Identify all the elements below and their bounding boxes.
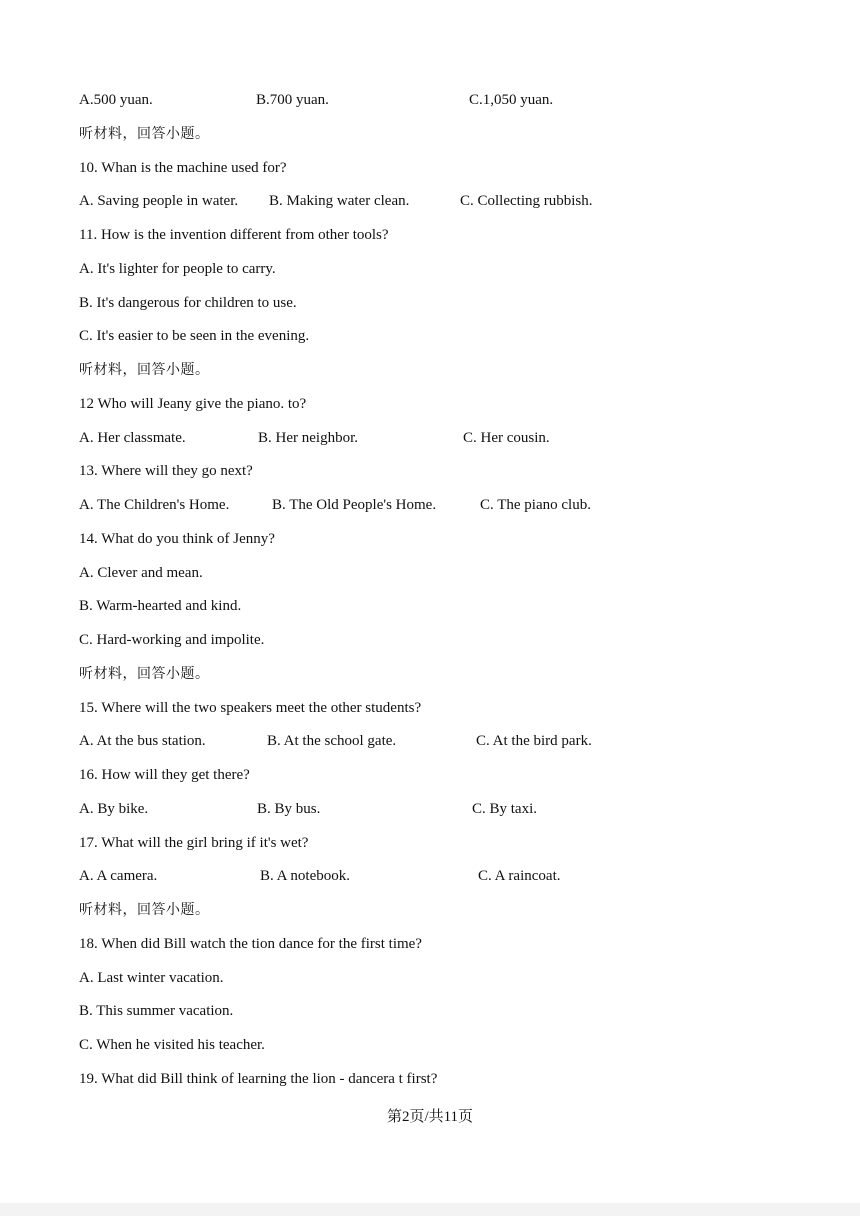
question-line: 13. Where will they go next? xyxy=(79,463,253,479)
answer-option: B.700 yuan. xyxy=(256,92,329,108)
answer-option: A. By bike. xyxy=(79,801,149,817)
section-instruction: 听材料，回答小题。 xyxy=(79,362,210,378)
answer-option: C. Her cousin. xyxy=(463,430,550,446)
answer-option: C. Collecting rubbish. xyxy=(460,193,593,209)
answer-option: A. Saving people in water. xyxy=(79,193,239,209)
question-line: 14. What do you think of Jenny? xyxy=(79,531,275,547)
answer-option: B. At the school gate. xyxy=(267,733,397,749)
question-line: 17. What will the girl bring if it's wet? xyxy=(79,835,309,851)
answer-option: B. Making water clean. xyxy=(269,193,410,209)
question-line: C. When he visited his teacher. xyxy=(79,1037,265,1053)
question-line: 15. Where will the two speakers meet the other students? xyxy=(79,700,422,716)
answer-option: A. A camera. xyxy=(79,868,158,884)
answer-option: C. The piano club. xyxy=(480,497,591,513)
answer-option: A.500 yuan. xyxy=(79,92,153,108)
question-line: 11. How is the invention different from other tools? xyxy=(79,227,389,243)
question-line: 19. What did Bill think of learning the lion - dancera t first? xyxy=(79,1071,438,1087)
question-line: 16. How will they get there? xyxy=(79,767,250,783)
question-line: A. It's lighter for people to carry. xyxy=(79,261,276,277)
question-line: A. Last winter vacation. xyxy=(79,970,224,986)
question-line: C. It's easier to be seen in the evening. xyxy=(79,328,310,344)
question-line: B. It's dangerous for children to use. xyxy=(79,295,297,311)
section-instruction: 听材料，回答小题。 xyxy=(79,902,210,918)
answer-option: C.1,050 yuan. xyxy=(469,92,554,108)
answer-option: B. By bus. xyxy=(257,801,321,817)
section-instruction: 听材料，回答小题。 xyxy=(79,126,210,142)
question-line: B. This summer vacation. xyxy=(79,1003,234,1019)
question-line: C. Hard-working and impolite. xyxy=(79,632,265,648)
question-line: 18. When did Bill watch the tion dance for the first time? xyxy=(79,936,422,952)
answer-option: C. At the bird park. xyxy=(476,733,592,749)
answer-option: A. At the bus station. xyxy=(79,733,206,749)
question-line: 10. Whan is the machine used for? xyxy=(79,160,287,176)
question-line: B. Warm-hearted and kind. xyxy=(79,598,242,614)
answer-option: B. Her neighbor. xyxy=(258,430,358,446)
answer-option: A. Her classmate. xyxy=(79,430,186,446)
answer-option: C. A raincoat. xyxy=(478,868,561,884)
page-number: 第2页/共11页 xyxy=(386,1109,474,1125)
question-line: A. Clever and mean. xyxy=(79,565,203,581)
answer-option: B. The Old People's Home. xyxy=(272,497,437,513)
answer-option: B. A notebook. xyxy=(260,868,351,884)
page-bottom-edge xyxy=(0,1203,860,1216)
answer-option: A. The Children's Home. xyxy=(79,497,230,513)
section-instruction: 听材料，回答小题。 xyxy=(79,666,210,682)
answer-option: C. By taxi. xyxy=(472,801,538,817)
question-line: 12 Who will Jeany give the piano. to? xyxy=(79,396,307,412)
